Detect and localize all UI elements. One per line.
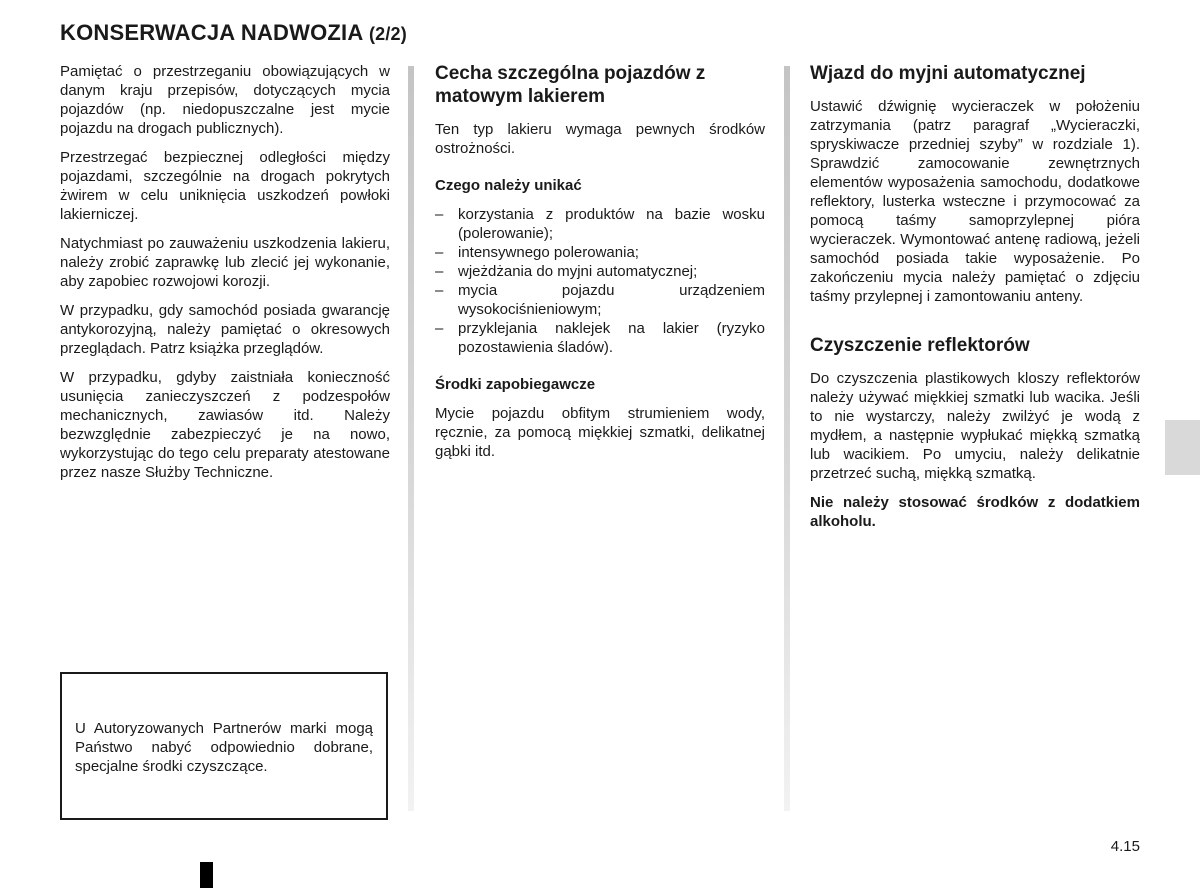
headlight-cleaning-heading: Czyszczenie reflektorów	[810, 335, 1030, 356]
paragraph-safe-distance: Przestrzegać bezpiecznej odległości między pojazdami, szczególnie na drogach pokrytych żwirem w celu uniknięcia uszkodzeń powłoki lakierniczej.	[60, 149, 390, 223]
page-title-suffix: (2/2)	[368, 24, 407, 44]
headlight-cleaning-text: Do czyszczenia plastikowych kloszy reflektorów należy używać miękkiej szmatki lub wacika. Jeśli to nie wystarczy, należy zwilżyć je wodą z mydłem, a następnie wypłukać miękką szmatką lub wacikiem. Po umyciu, należy delikatnie przetrzeć suchą, miękką szmatką.	[810, 370, 1140, 482]
right-column	[810, 62, 1140, 541]
matte-paint-heading: Cecha szczególna pojazdów z matowym lakierem	[435, 63, 706, 107]
column-divider-left	[408, 66, 414, 811]
column-divider-right	[784, 66, 790, 811]
info-box-text: U Autoryzowanych Partnerów marki mogą Państwo nabyć odpowiednio dobrane, specjalne środki czyszczące.	[75, 720, 373, 775]
paragraph-warranty: W przypadku, gdy samochód posiada gwarancję antykorozyjną, należy pamiętać o okresowych przeglądach. Patrz książka przeglądów.	[60, 302, 390, 357]
page-title-text: KONSERWACJA NADWOZIA	[60, 20, 363, 45]
middle-column	[435, 62, 765, 471]
avoid-heading: Czego należy unikać	[435, 177, 582, 194]
dash-marker: –	[435, 282, 444, 299]
info-box	[60, 672, 388, 820]
dash-marker: –	[435, 206, 444, 223]
list-item-text: wjeżdżania do myjni automatycznej;	[458, 263, 698, 280]
matte-paint-intro: Ten typ lakieru wymaga pewnych środków ostrożności.	[435, 121, 765, 157]
dash-marker: –	[435, 320, 444, 337]
alcohol-warning: Nie należy stosować środków z dodatkiem alkoholu.	[810, 494, 1140, 530]
avoid-list	[435, 205, 765, 357]
prevention-text: Mycie pojazdu obfitym strumieniem wody, ręcznie, za pomocą miękkiej szmatki, delikatnej gąbki itd.	[435, 405, 765, 460]
page-number: 4.15	[1110, 838, 1140, 855]
dash-marker: –	[435, 263, 444, 280]
list-item-text: korzystania z produktów na bazie wosku (polerowanie);	[458, 206, 765, 242]
list-item	[435, 281, 765, 319]
list-item	[435, 205, 765, 243]
list-item	[435, 243, 765, 262]
page-title	[60, 20, 407, 46]
list-item-text: przyklejania naklejek na lakier (ryzyko pozostawienia śladów).	[458, 320, 765, 356]
list-item	[435, 319, 765, 357]
car-wash-heading: Wjazd do myjni automatycznej	[810, 63, 1086, 84]
paragraph-washing-rules: Pamiętać o przestrzeganiu obowiązujących w danym kraju przepisów, dotyczących mycia pojazdów (np. niedopuszczalne jest mycie pojazdu na drogach publicznych).	[60, 63, 390, 137]
list-item-text: intensywnego polerowania;	[458, 244, 639, 261]
left-column	[60, 62, 390, 492]
prevention-heading: Środki zapobiegawcze	[435, 376, 596, 393]
paragraph-paint-damage: Natychmiast po zauważeniu uszkodzenia lakieru, należy zrobić zaprawkę lub zlecić jej wykonanie, aby zapobiec rozwojowi korozji.	[60, 235, 390, 290]
car-wash-text: Ustawić dźwignię wycieraczek w położeniu zatrzymania (patrz paragraf „Wycieraczki, spryskiwacze przedniej szyby” w rozdziale 1). Sprawdzić zamocowanie zewnętrznych elementów wyposażenia samochodu, dodatkowe reflektory, lusterka wsteczne i przymocować za pomocą taśmy samoprzylepnej pióra wycieraczek. Wymontować antenę radiową, jeżeli samochód posiada takie wyposażenie. Po zakończeniu mycia należy pamiętać o zdjęciu taśmy przylepnej i zamontowaniu anteny.	[810, 98, 1140, 305]
list-item	[435, 262, 765, 281]
dash-marker: –	[435, 244, 444, 261]
list-item-text: mycia pojazdu urządzeniem wysokociśnieniowym;	[458, 282, 765, 318]
chapter-tab	[1165, 420, 1200, 475]
page-marker-bar	[200, 862, 213, 888]
paragraph-mechanical-cleaning: W przypadku, gdyby zaistniała konieczność usunięcia zanieczyszczeń z podzespołów mechanicznych, zawiasów itd. Należy bezwzględnie zabezpieczyć je na nowo, wykorzystując do tego celu preparaty atestowane przez nasze Służby Techniczne.	[60, 369, 390, 481]
